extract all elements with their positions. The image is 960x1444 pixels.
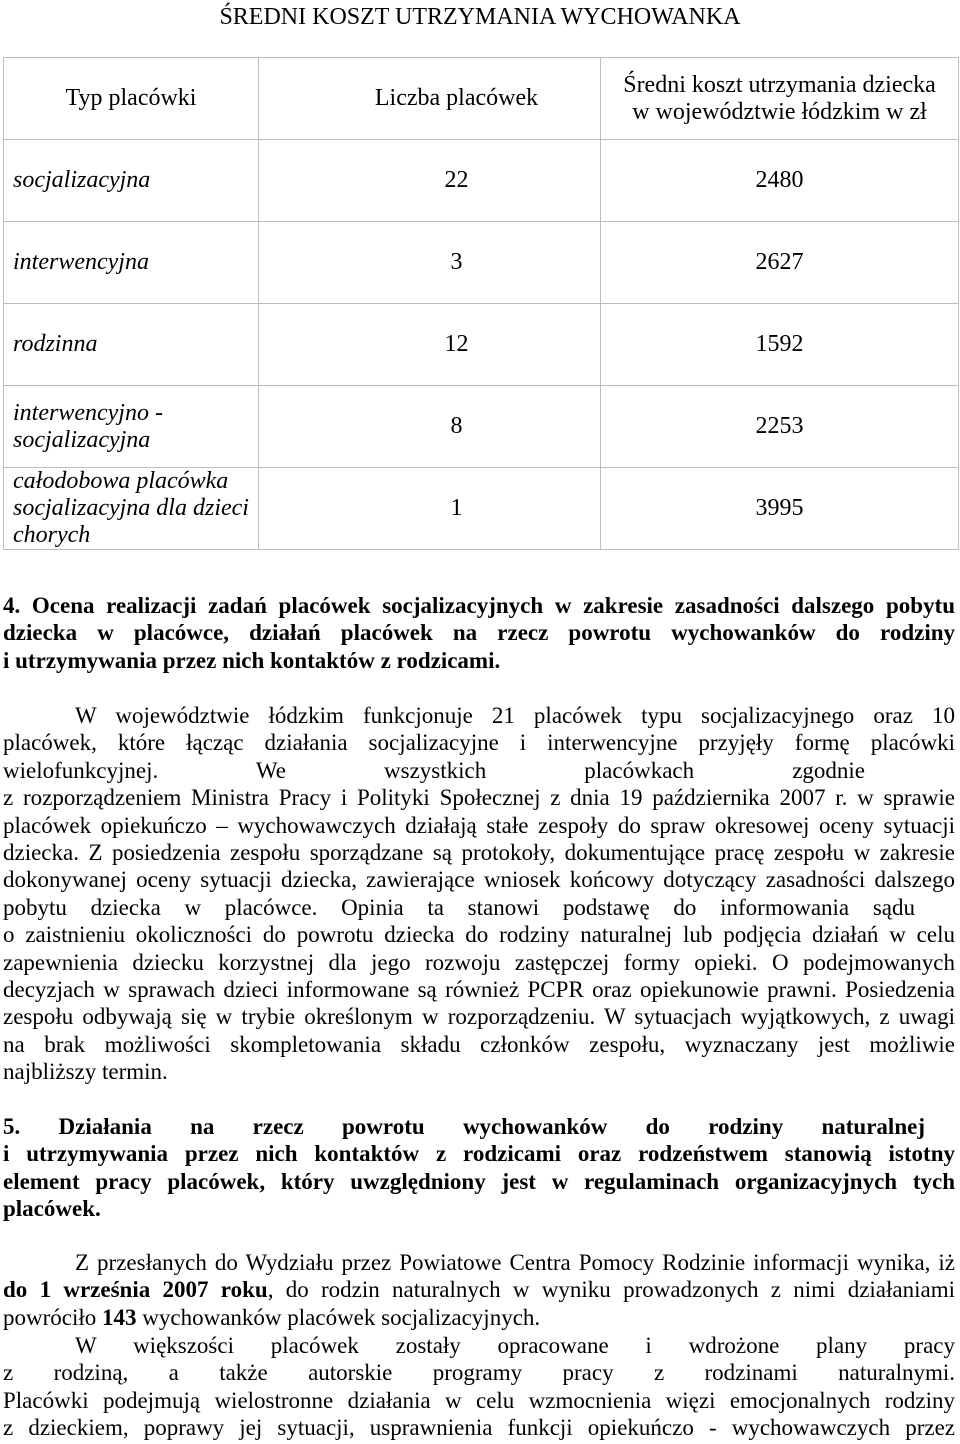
cell-cost: 2480 <box>601 140 959 222</box>
cell-type-line: socjalizacyjna <box>13 426 151 453</box>
body-line: zapewnienia dziecku korzystnej dla jego rozwoju zastępczej formy opieki. O podejmowanych <box>3 949 955 975</box>
body-line: na brak możliwości skompletowania składu członków zespołu, wyznaczany jest możliwie <box>3 1031 955 1057</box>
cell-count: 12 <box>259 304 601 386</box>
body-line: dziecka. Z posiedzenia zespołu sporządzane są protokoły, dokumentujące pracę zespołu w zakresie <box>3 839 955 865</box>
cell-type-line: rodzinna <box>13 331 98 357</box>
table-row <box>4 468 959 550</box>
cell-count: 22 <box>259 140 601 222</box>
body-line: o zaistnieniu okoliczności do powrotu dziecka do rodziny naturalnej lub podjęcia działań w celu <box>3 922 955 948</box>
table-row <box>4 304 959 386</box>
body-line <box>3 1276 955 1303</box>
body-line: placówek, które łącząc działania socjalizacyjne i interwencyjne przyjęły formę placówki <box>3 730 955 756</box>
cell-type <box>4 222 259 304</box>
cell-cost: 2627 <box>601 222 959 304</box>
header-cost-line: w województwie łódzkim w zł <box>632 98 927 125</box>
body-line: z dzieckiem, poprawy jej sytuacji, usprawnienia funkcji opiekuńczo - wychowawczych przez <box>3 1415 955 1441</box>
cell-type-line: socjalizacyjna dla dzieci <box>13 495 249 521</box>
cell-type-line: socjalizacyjna <box>13 167 151 193</box>
header-cost-line: Średni koszt utrzymania dziecka <box>623 71 936 98</box>
cell-cost: 3995 <box>601 468 959 550</box>
heading-line: placówek. <box>3 1196 101 1222</box>
bold-count: 143 <box>102 1304 137 1330</box>
body-line: zespołu odbywają się w trybie określonym w rozporządzeniu. W sytuacjach wyjątkowych, z uwagi <box>3 1004 955 1030</box>
body-line: wielofunkcyjnej. We wszystkich placówkach zgodnie <box>3 757 865 783</box>
document-title: ŚREDNI KOSZT UTRZYMANIA WYCHOWANKA <box>219 4 741 30</box>
bold-date: do 1 września 2007 roku <box>3 1277 268 1303</box>
cell-type-line: interwencyjna <box>13 249 149 275</box>
section-5-heading <box>3 1113 955 1223</box>
table-row <box>4 140 959 222</box>
body-line: Placówki podejmują wielostronne działania w celu wzmocnienia więzi emocjonalnych rodziny <box>3 1387 955 1413</box>
body-text: , do rodzin naturalnych w wyniku prowadzonych z nimi działaniami <box>267 1277 955 1303</box>
body-text: powróciło <box>3 1304 103 1330</box>
heading-line: i utrzymywania przez nich kontaktów z rodzicami. <box>3 647 501 673</box>
cell-type <box>4 386 259 468</box>
header-cost <box>601 58 959 140</box>
heading-line: 4. Ocena realizacji zadań placówek socjalizacyjnych w zakresie zasadności dalszego pobytu <box>3 593 955 618</box>
body-line: najbliższy termin. <box>3 1059 168 1085</box>
cell-cost: 1592 <box>601 304 959 386</box>
body-text: wychowanków placówek socjalizacyjnych. <box>136 1304 541 1330</box>
body-line: Z przesłanych do Wydziału przez Powiatowe Centra Pomocy Rodzinie informacji wynika, iż <box>75 1250 955 1275</box>
header-count-label: Liczba placówek <box>374 85 539 111</box>
cell-type <box>4 468 259 550</box>
body-line: decyzjach w sprawach dzieci informowane są również PCPR oraz opiekunowie prawni. Posiedzenia <box>3 976 955 1002</box>
cell-type <box>4 304 259 386</box>
heading-line: element pracy placówek, który uwzględniony jest w regulaminach organizacyjnych tych <box>3 1168 955 1194</box>
section-5-report <box>3 1249 955 1331</box>
heading-line: i utrzymywania przez nich kontaktów z rodzicami oraz rodzeństwem stanowią istotny <box>3 1141 955 1167</box>
header-type <box>4 58 259 140</box>
cost-table <box>3 57 959 550</box>
body-line: W województwie łódzkim funkcjonuje 21 placówek typu socjalizacyjnego oraz 10 <box>75 703 955 728</box>
cell-cost: 2253 <box>601 386 959 468</box>
section-5-family-work <box>3 1332 955 1442</box>
cell-type-line: interwencyjno - <box>13 399 163 426</box>
header-count <box>259 58 601 140</box>
table-row <box>4 222 959 304</box>
cell-type-line: chorych <box>13 522 91 548</box>
body-line: z rodziną, a także autorskie programy pracy z rodzinami naturalnymi. <box>3 1360 955 1386</box>
body-line: z rozporządzeniem Ministra Pracy i Polityki Społecznej z dnia 19 października 2007 r. w sprawie <box>3 785 955 811</box>
cell-count: 8 <box>259 386 601 468</box>
section-4-heading <box>3 592 955 674</box>
section-4-body <box>3 702 955 1085</box>
body-line <box>3 1304 955 1331</box>
body-line: dokonywanej oceny sytuacji dziecka, zawierające wniosek końcowy dotyczący zasadności dalszego <box>3 867 955 893</box>
heading-line: dziecka w placówce, działań placówek na rzecz powrotu wychowanków do rodziny <box>3 620 955 646</box>
body-line: placówek opiekuńczo – wychowawczych działają stałe zespoły do spraw okresowej oceny sytuacji <box>3 812 955 838</box>
body-line: pobytu dziecka w placówce. Opinia ta stanowi podstawę do informowania sądu <box>3 894 915 920</box>
header-type-label: Typ placówki <box>65 85 197 111</box>
table-header-row <box>4 58 959 140</box>
cell-count: 3 <box>259 222 601 304</box>
heading-line: 5. Działania na rzecz powrotu wychowanków do rodziny naturalnej <box>3 1114 925 1139</box>
cell-type <box>4 140 259 222</box>
body-line: W większości placówek zostały opracowane i wdrożone plany pracy <box>75 1333 955 1358</box>
cell-type-line: całodobowa placówka <box>13 468 229 494</box>
table-row <box>4 386 959 468</box>
cell-count: 1 <box>259 468 601 550</box>
